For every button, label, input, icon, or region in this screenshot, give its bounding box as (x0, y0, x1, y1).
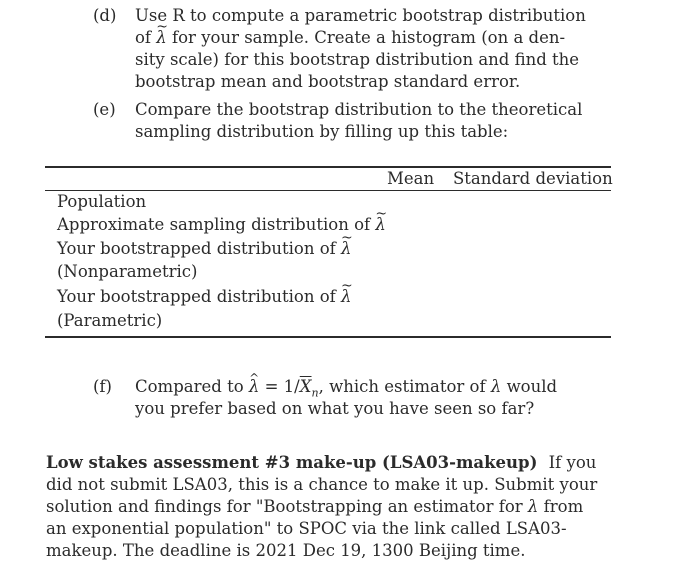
part-e-line1: Compare the bootstrap distribution to the theoretical (135, 100, 583, 119)
part-f (93, 376, 653, 422)
assessment-paragraph (46, 452, 646, 564)
part-d-label: (d) (93, 6, 117, 25)
table-row-nonparametric: Your bootstrapped distribution of ~ λ (57, 238, 352, 260)
column-header-mean: Mean (387, 169, 435, 188)
assessment-line3: solution and findings for "Bootstrapping an estimator for λ from (46, 497, 584, 516)
table-row-parametric-sub: (Parametric) (57, 311, 163, 330)
part-d-line3: sity scale) for this bootstrap distribution and find the (135, 50, 580, 69)
assessment-title: Low stakes assessment #3 make-up (LSA03-makeup) (46, 453, 538, 472)
assessment-line2: did not submit LSA03, this is a chance to make it up. Submit your (46, 475, 598, 494)
table-row-nonparametric-sub: (Nonparametric) (57, 262, 198, 281)
assessment-line4: an exponential population" to SPOC via the link called LSA03- (46, 519, 567, 538)
table-row-sampling-distribution: Approximate sampling distribution of ~ λ (57, 214, 386, 236)
assessment-line1: Low stakes assessment #3 make-up (LSA03-makeup) If you (46, 453, 597, 472)
lambda-tilde-symbol: ~ λ (156, 27, 166, 49)
part-e (93, 99, 653, 145)
part-f-line2: you prefer based on what you have seen so far? (135, 399, 535, 418)
part-e-line2: sampling distribution by filling up this table: (135, 122, 509, 141)
table-row-parametric: Your bootstrapped distribution of ~ λ (57, 286, 352, 308)
table-row-population: Population (57, 192, 147, 211)
column-header-standard-deviation: Standard deviation (453, 169, 613, 188)
part-d (93, 5, 653, 95)
part-d-line1: Use R to compute a parametric bootstrap distribution (135, 6, 586, 25)
table-bottom-rule (45, 336, 611, 338)
part-d-line4: bootstrap mean and bootstrap standard error. (135, 72, 521, 91)
part-f-label: (f) (93, 377, 112, 396)
assessment-line5: makeup. The deadline is 2021 Dec 19, 1300 Beijing time. (46, 541, 526, 560)
part-e-label: (e) (93, 100, 116, 119)
lambda-hat-symbol: ^ λ (249, 376, 259, 398)
part-f-line1: Compared to ^ $\lambda = 1/\overline{X}_n$, which estimator of λ would (135, 376, 557, 398)
part-d-line2: of ~ λ for your sample. Create a histogram (on a den- (135, 27, 586, 49)
